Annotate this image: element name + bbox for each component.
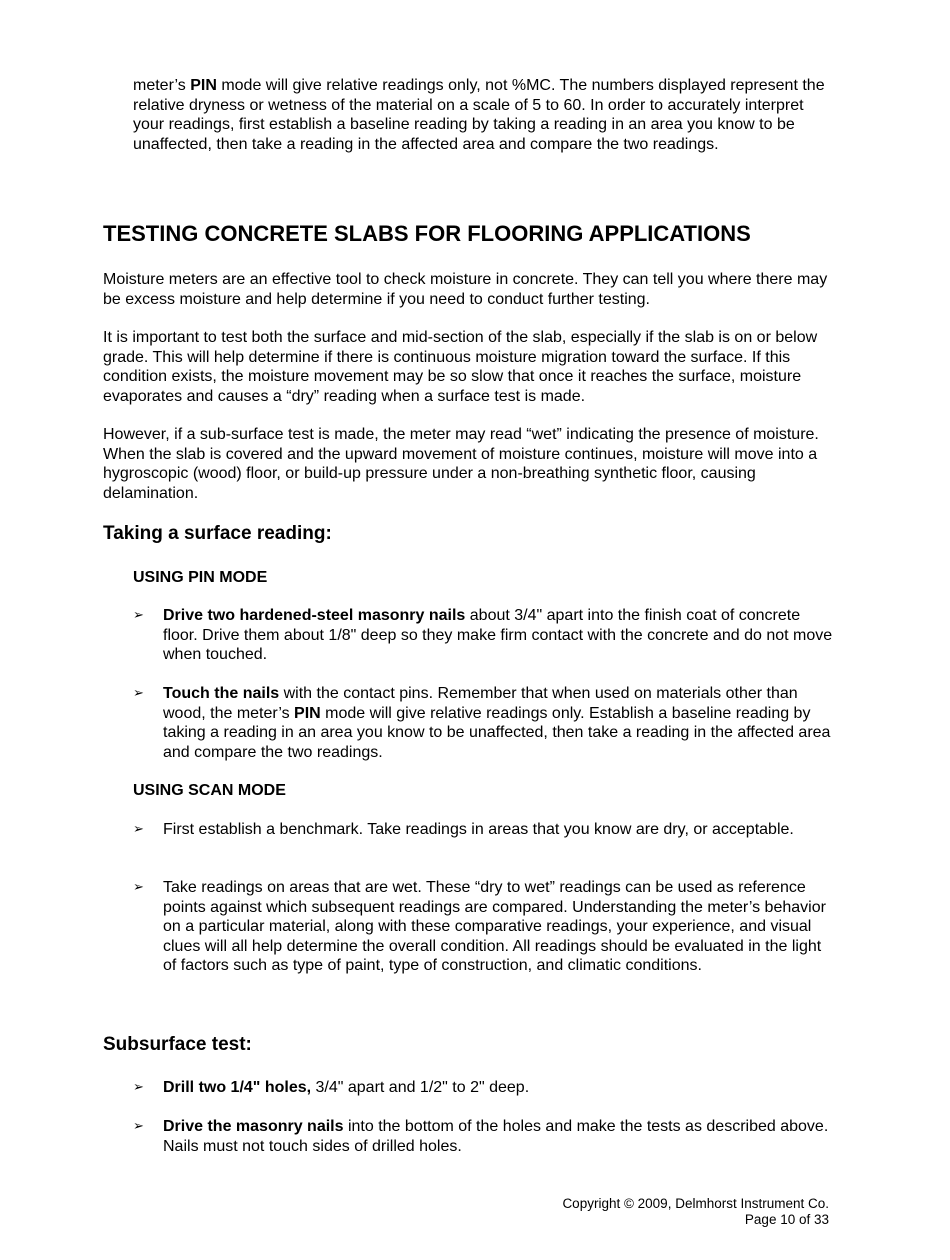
paragraph-1: Moisture meters are an effective tool to check moisture in concrete. They can tell you where there may be excess moisture and help determine if you need to conduct further testing. <box>103 271 828 308</box>
section-title: TESTING CONCRETE SLABS FOR FLOORING APPLICATIONS <box>103 221 751 246</box>
pin-bullet-2-text <box>163 684 833 762</box>
pin-bullet-1-body: about 3/4" apart into the finish coat of concrete floor. Drive them about 1/8" deep so they make firm contact with the concrete and do not move when touched. <box>163 607 833 663</box>
subsurface-bullet-2-body: into the bottom of the holes and make the tests as described above. Nails must not touch sides of drilled holes. <box>163 1118 829 1155</box>
page-footer <box>562 1196 829 1228</box>
paragraph-2: It is important to test both the surface and mid-section of the slab, especially if the slab is on or below grade. This will help determine if there is continuous moisture migration toward the surface. If this condition exists, the moisture movement may be so slow that once it reaches the surface, moisture evaporates and causes a “dry” reading when a surface test is made. <box>103 329 818 405</box>
pin-bullet-1-text <box>163 606 833 665</box>
scan-bullet-2-text: Take readings on areas that are wet. These “dry to wet” readings can be used as reference points against which subsequent readings are compared. Understanding the meter’s behavior on a particular material, along with these comparative readings, your experience, and visual clues will all help determine the overall condition. All readings should be evaluated in the light of factors such as type of paint, type of construction, and climatic conditions. <box>163 879 826 974</box>
subsurface-bullet-1 <box>133 1078 833 1098</box>
intro-text-start: meter’s <box>133 77 191 94</box>
bullet-arrow-icon: ➢ <box>133 608 144 623</box>
pin-bullet-2-body-start: with the contact pins. Remember that when used on materials other than wood, the meter’s <box>163 685 798 722</box>
subsurface-bullet-2-bold: Drive the masonry nails <box>163 1118 344 1135</box>
pin-mode-heading: USING PIN MODE <box>133 569 268 586</box>
pin-bullet-1-bold: Drive two hardened-steel masonry nails <box>163 607 466 624</box>
pin-bullet-2 <box>133 684 833 762</box>
copyright-notice: Copyright © 2009, Delmhorst Instrument Co. <box>562 1196 829 1211</box>
subsurface-bullet-2-text <box>163 1117 833 1156</box>
bullet-arrow-icon: ➢ <box>133 822 144 837</box>
subsurface-bullet-2 <box>133 1117 833 1156</box>
scan-mode-heading: USING SCAN MODE <box>133 782 286 799</box>
bullet-arrow-icon: ➢ <box>133 686 144 701</box>
pin-bullet-2-body-rest: mode will give relative readings only. Establish a baseline reading by taking a reading in an area you know to be unaffected, then take a reading in the affected area and compare the two readings. <box>163 704 831 761</box>
subsurface-bullet-1-text <box>163 1078 833 1098</box>
bullet-arrow-icon: ➢ <box>133 1080 144 1095</box>
scan-bullet-1-text: First establish a benchmark. Take readings in areas that you know are dry, or acceptable. <box>163 821 794 838</box>
surface-reading-heading: Taking a surface reading: <box>103 523 332 544</box>
subsurface-bullet-1-body: 3/4" apart and 1/2" to 2" deep. <box>311 1079 530 1096</box>
subsurface-bullet-1-bold: Drill two 1/4" holes, <box>163 1079 312 1096</box>
subsurface-heading: Subsurface test: <box>103 1034 252 1055</box>
scan-bullet-2 <box>133 878 833 976</box>
pin-bullet-2-bold: Touch the nails <box>163 685 280 702</box>
pin-bullet-1 <box>133 606 833 665</box>
scan-bullet-1 <box>133 820 833 840</box>
page-number: Page 10 of 33 <box>744 1212 829 1227</box>
intro-bold-pin: PIN <box>190 77 217 94</box>
paragraph-3: However, if a sub-surface test is made, the meter may read “wet” indicating the presence of moisture. When the slab is covered and the upward movement of moisture continues, moisture will move into a hygroscopic (wood) floor, or build-up pressure under a non-breathing synthetic floor, causing delamination. <box>103 426 819 502</box>
bullet-arrow-icon: ➢ <box>133 1119 144 1134</box>
intro-text-rest: mode will give relative readings only, not %MC. The numbers displayed represent the relative dryness or wetness of the material on a scale of 5 to 60. In order to accurately interpret your readings, first establish a baseline reading by taking a reading in an area you know to be unaffected, then take a reading in the affected area and compare the two readings. <box>133 77 825 153</box>
pin-bullet-2-bold-pin: PIN <box>294 704 321 722</box>
intro-paragraph <box>133 76 833 154</box>
bullet-arrow-icon: ➢ <box>133 880 144 895</box>
